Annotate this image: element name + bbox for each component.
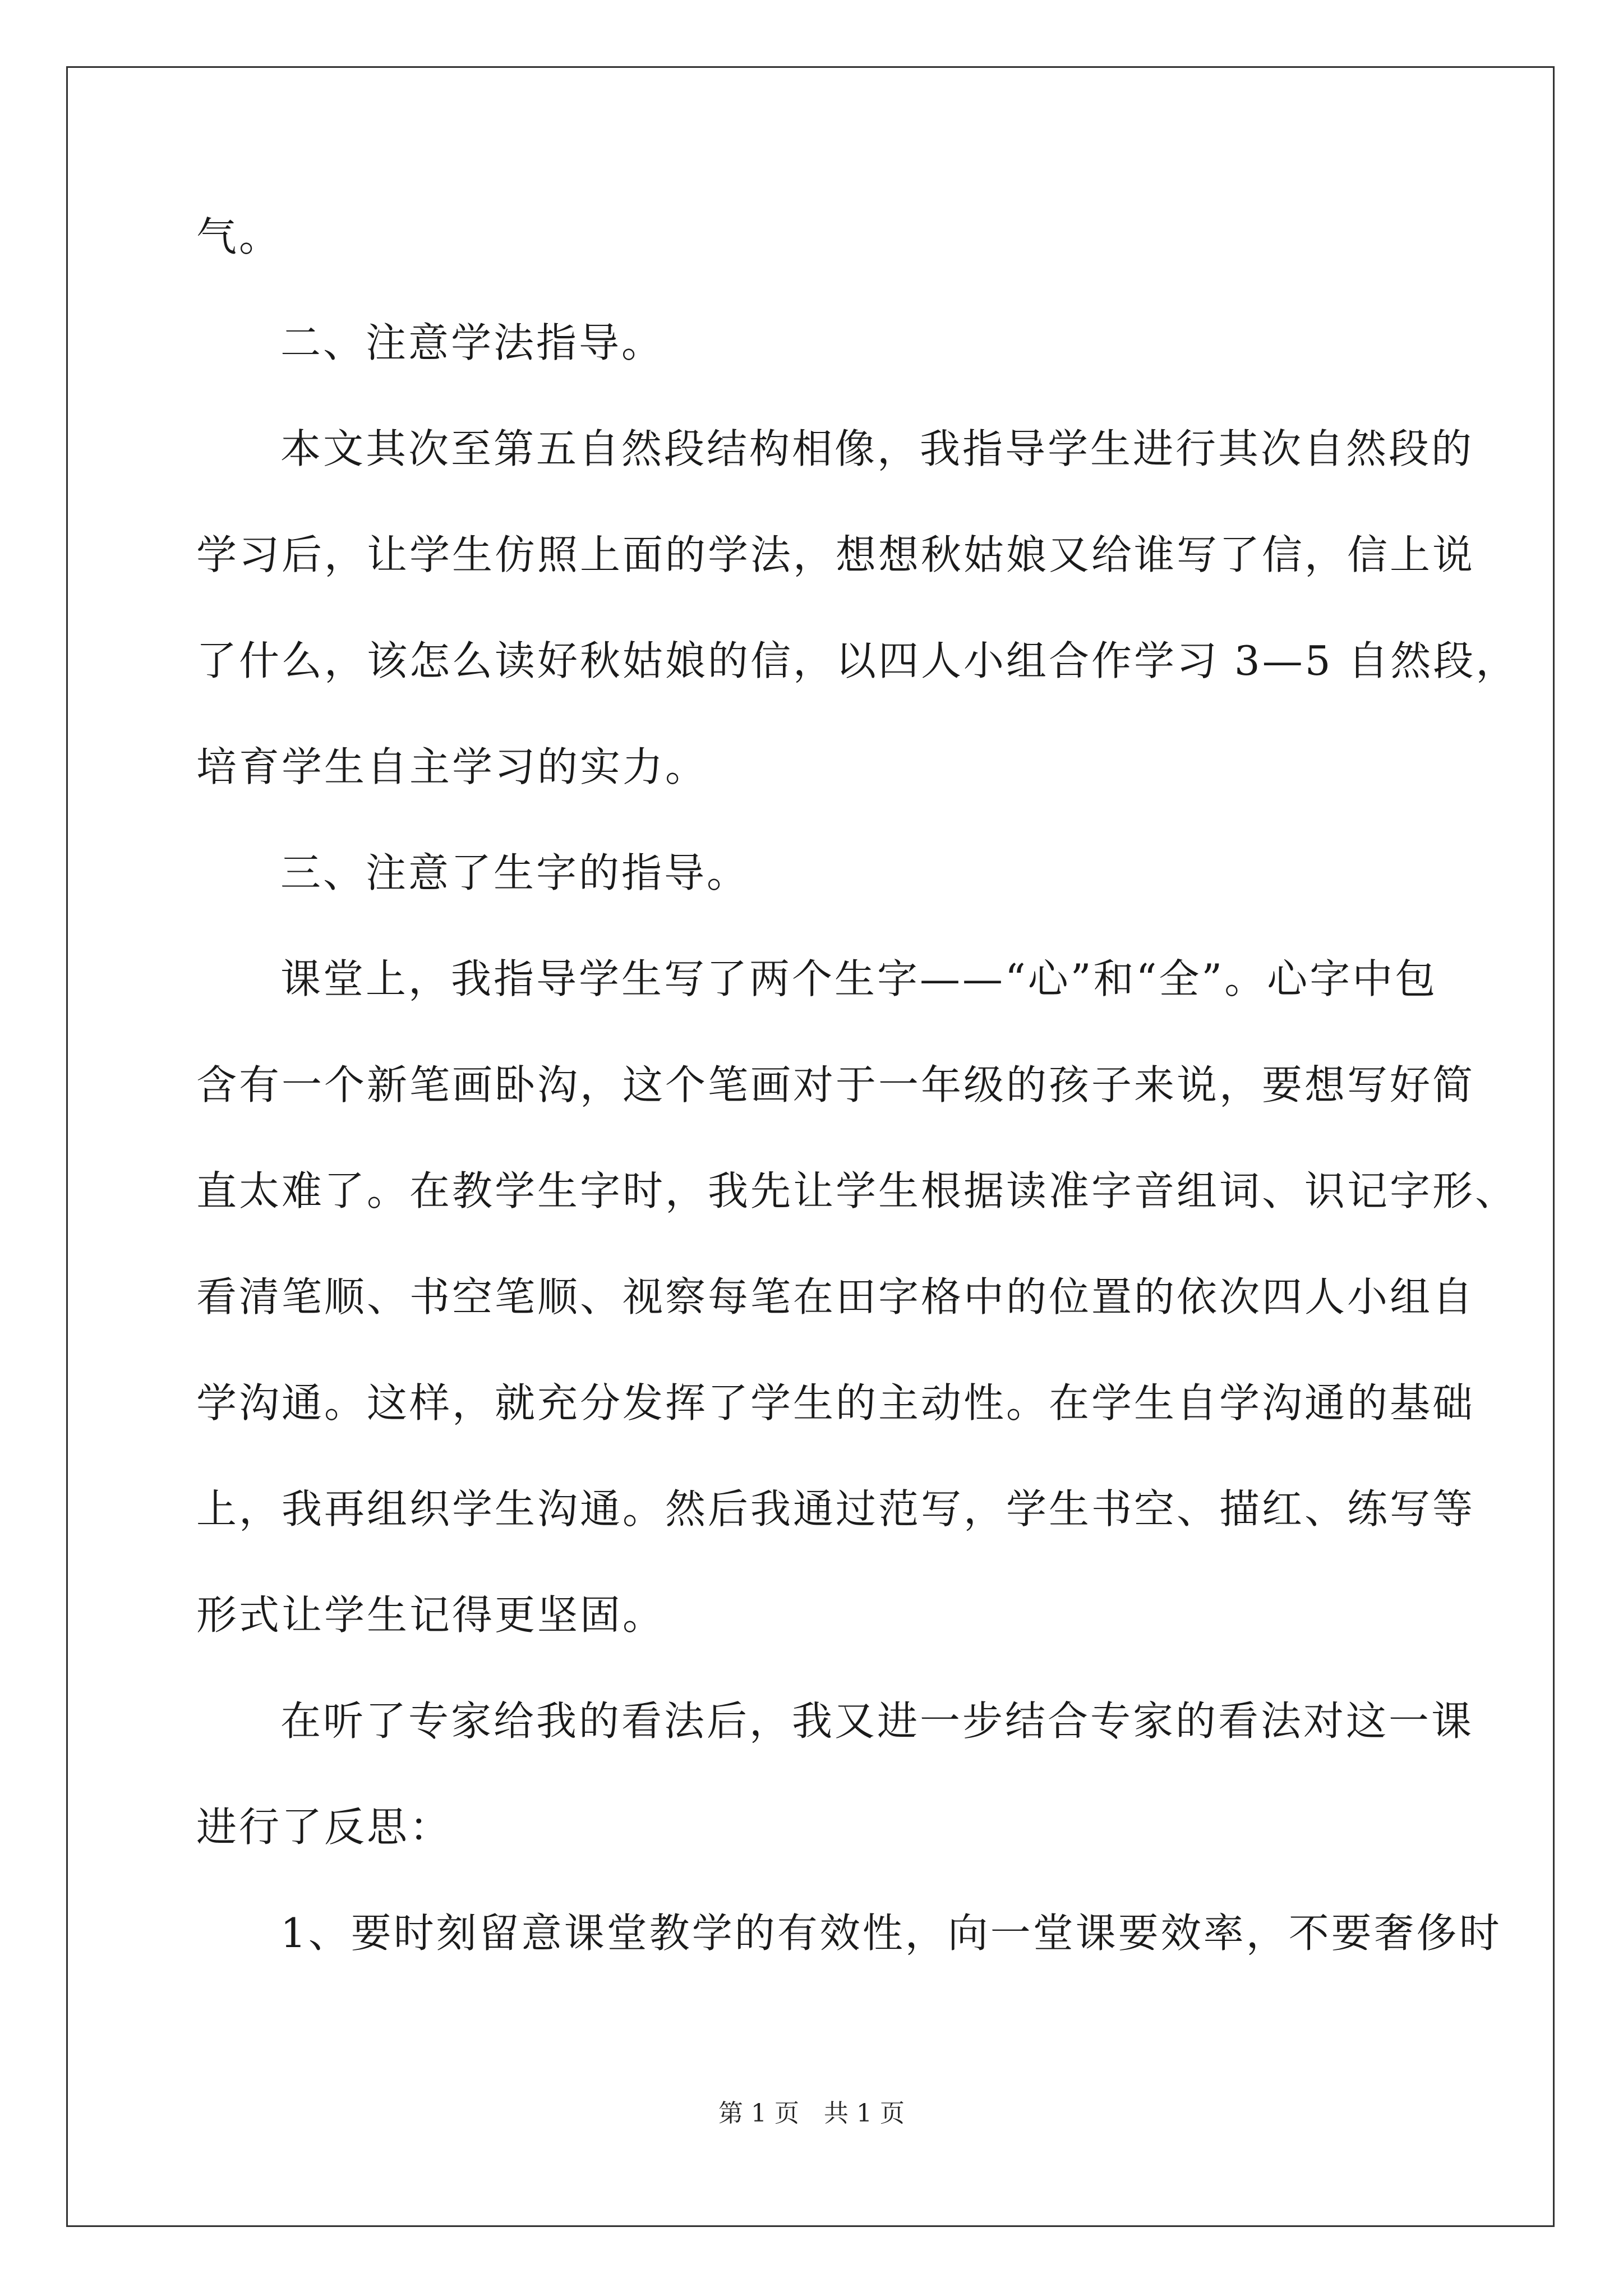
page-number-footer: 第 1 页 共 1 页	[718, 2099, 905, 2128]
paragraph-line: 课堂上，我指导学生写了两个生字——“心”和“全”。心字中包	[280, 955, 1438, 1002]
paragraph-line: 培育学生自主学习的实力。	[196, 743, 708, 790]
section-heading: 二、注意学法指导。	[280, 319, 665, 366]
text-line: 气。	[196, 213, 282, 260]
paragraph-line: 本文其次至第五自然段结构相像，我指导学生进行其次自然段的	[280, 425, 1474, 472]
paragraph-line: 了什么，该怎么读好秋姑娘的信，以四人小组合作学习 3—5 自然段，	[196, 637, 1519, 684]
paragraph-line: 学习后，让学生仿照上面的学法，想想秋姑娘又给谁写了信，信上说	[196, 531, 1476, 578]
paragraph-line: 进行了反思：	[196, 1803, 453, 1851]
paragraph-line: 形式让学生记得更坚固。	[196, 1591, 666, 1639]
paragraph-line: 学沟通。这样，就充分发挥了学生的主动性。在学生自学沟通的基础	[196, 1379, 1476, 1427]
paragraph-line: 含有一个新笔画卧沟，这个笔画对于一年级的孩子来说，要想写好简	[196, 1061, 1476, 1108]
section-heading: 三、注意了生字的指导。	[280, 849, 750, 896]
list-item: 1、要时刻留意课堂教学的有效性，向一堂课要效率，不要奢侈时	[280, 1910, 1502, 1957]
paragraph-line: 直太难了。在教学生字时，我先让学生根据读准字音组词、识记字形、	[196, 1167, 1518, 1214]
paragraph-line: 在听了专家给我的看法后，我又进一步结合专家的看法对这一课	[280, 1697, 1474, 1745]
page-border	[66, 66, 1555, 2227]
paragraph-line: 上，我再组织学生沟通。然后我通过范写，学生书空、描红、练写等	[196, 1485, 1476, 1533]
paragraph-line: 看清笔顺、书空笔顺、视察每笔在田字格中的位置的依次四人小组自	[196, 1273, 1476, 1320]
